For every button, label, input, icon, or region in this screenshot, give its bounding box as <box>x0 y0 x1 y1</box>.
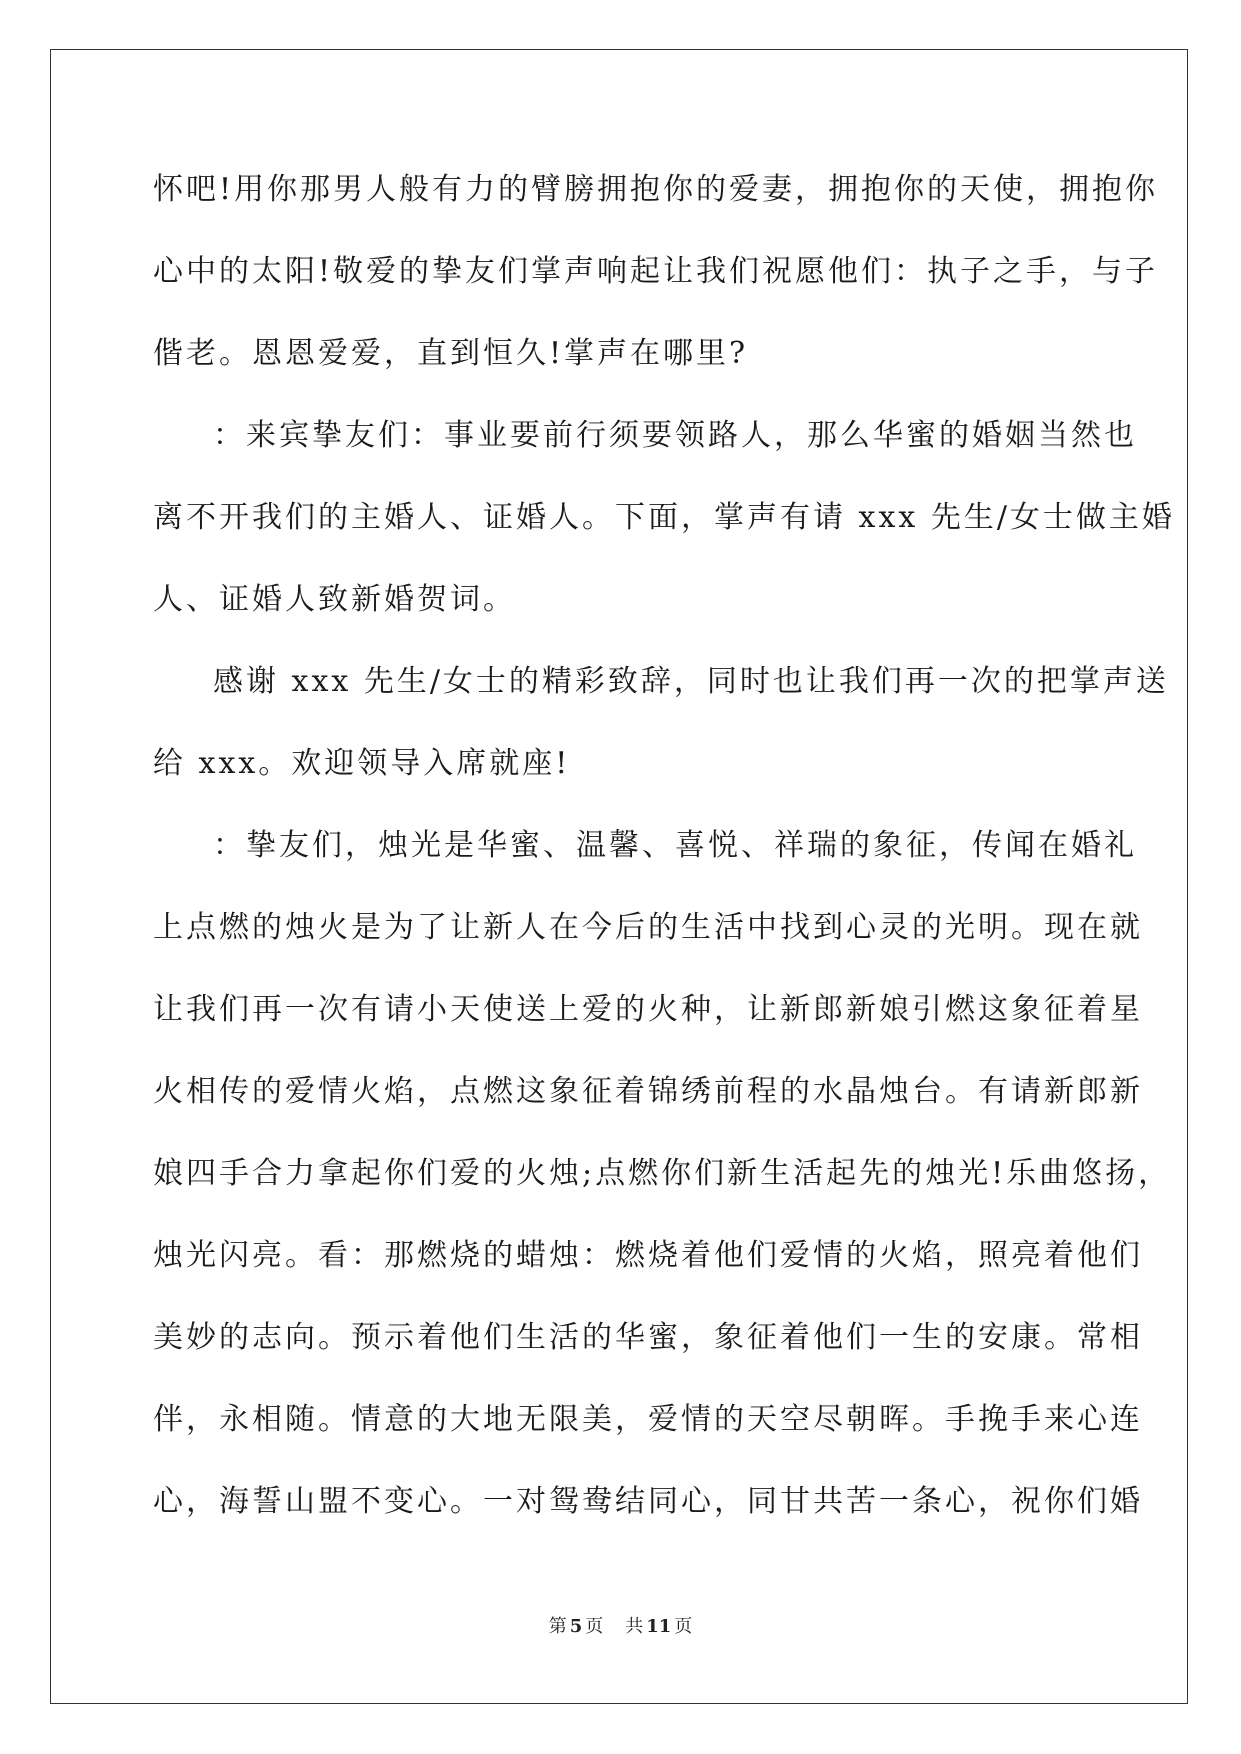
text-line: 上点燃的烛火是为了让新人在今后的生活中找到心灵的光明。现在就 <box>153 910 1143 945</box>
text-line: 美妙的志向。预示着他们生活的华蜜，象征着他们一生的安康。常相 <box>153 1320 1143 1355</box>
page-footer <box>0 1615 1241 1639</box>
text-line: 烛光闪亮。看：那燃烧的蜡烛：燃烧着他们爱情的火焰，照亮着他们 <box>153 1238 1143 1273</box>
page-label-unit: 页 <box>585 1616 604 1637</box>
text-line: 人、证婚人致新婚贺词。 <box>153 582 516 617</box>
text-line: 给 xxx。欢迎领导入席就座! <box>153 746 571 781</box>
text-line: 偕老。恩恩爱爱，直到恒久!掌声在哪里? <box>153 336 749 371</box>
page-label-prefix: 第 <box>548 1616 567 1637</box>
text-line: 心中的太阳!敬爱的挚友们掌声响起让我们祝愿他们：执子之手，与子 <box>153 254 1159 289</box>
document-body <box>153 160 1175 1554</box>
text-line: 感谢 xxx 先生/女士的精彩致辞，同时也让我们再一次的把掌声送 <box>213 664 1169 699</box>
total-label-unit: 页 <box>674 1616 693 1637</box>
text-line: 娘四手合力拿起你们爱的火烛;点燃你们新生活起先的烛光!乐曲悠扬， <box>153 1156 1172 1191</box>
text-line: 怀吧!用你那男人般有力的臂膀拥抱你的爱妻，拥抱你的天使，拥抱你 <box>153 172 1159 207</box>
text-line: 让我们再一次有请小天使送上爱的火种，让新郎新娘引燃这象征着星 <box>153 992 1143 1027</box>
text-line: ：挚友们，烛光是华蜜、温馨、喜悦、祥瑞的象征，传闻在婚礼 <box>213 828 1137 863</box>
current-page-number: 5 <box>569 1616 583 1637</box>
text-line: 火相传的爱情火焰，点燃这象征着锦绣前程的水晶烛台。有请新郎新 <box>153 1074 1143 1109</box>
total-label-prefix: 共 <box>625 1616 644 1637</box>
text-line: 心，海誓山盟不变心。一对鸳鸯结同心，同甘共苦一条心，祝你们婚 <box>153 1484 1143 1519</box>
text-line: 伴，永相随。情意的大地无限美，爱情的天空尽朝晖。手挽手来心连 <box>153 1402 1143 1437</box>
text-line: ：来宾挚友们：事业要前行须要领路人，那么华蜜的婚姻当然也 <box>213 418 1137 453</box>
total-pages-number: 11 <box>646 1616 672 1637</box>
text-line: 离不开我们的主婚人、证婚人。下面，掌声有请 xxx 先生/女士做主婚 <box>153 500 1175 535</box>
